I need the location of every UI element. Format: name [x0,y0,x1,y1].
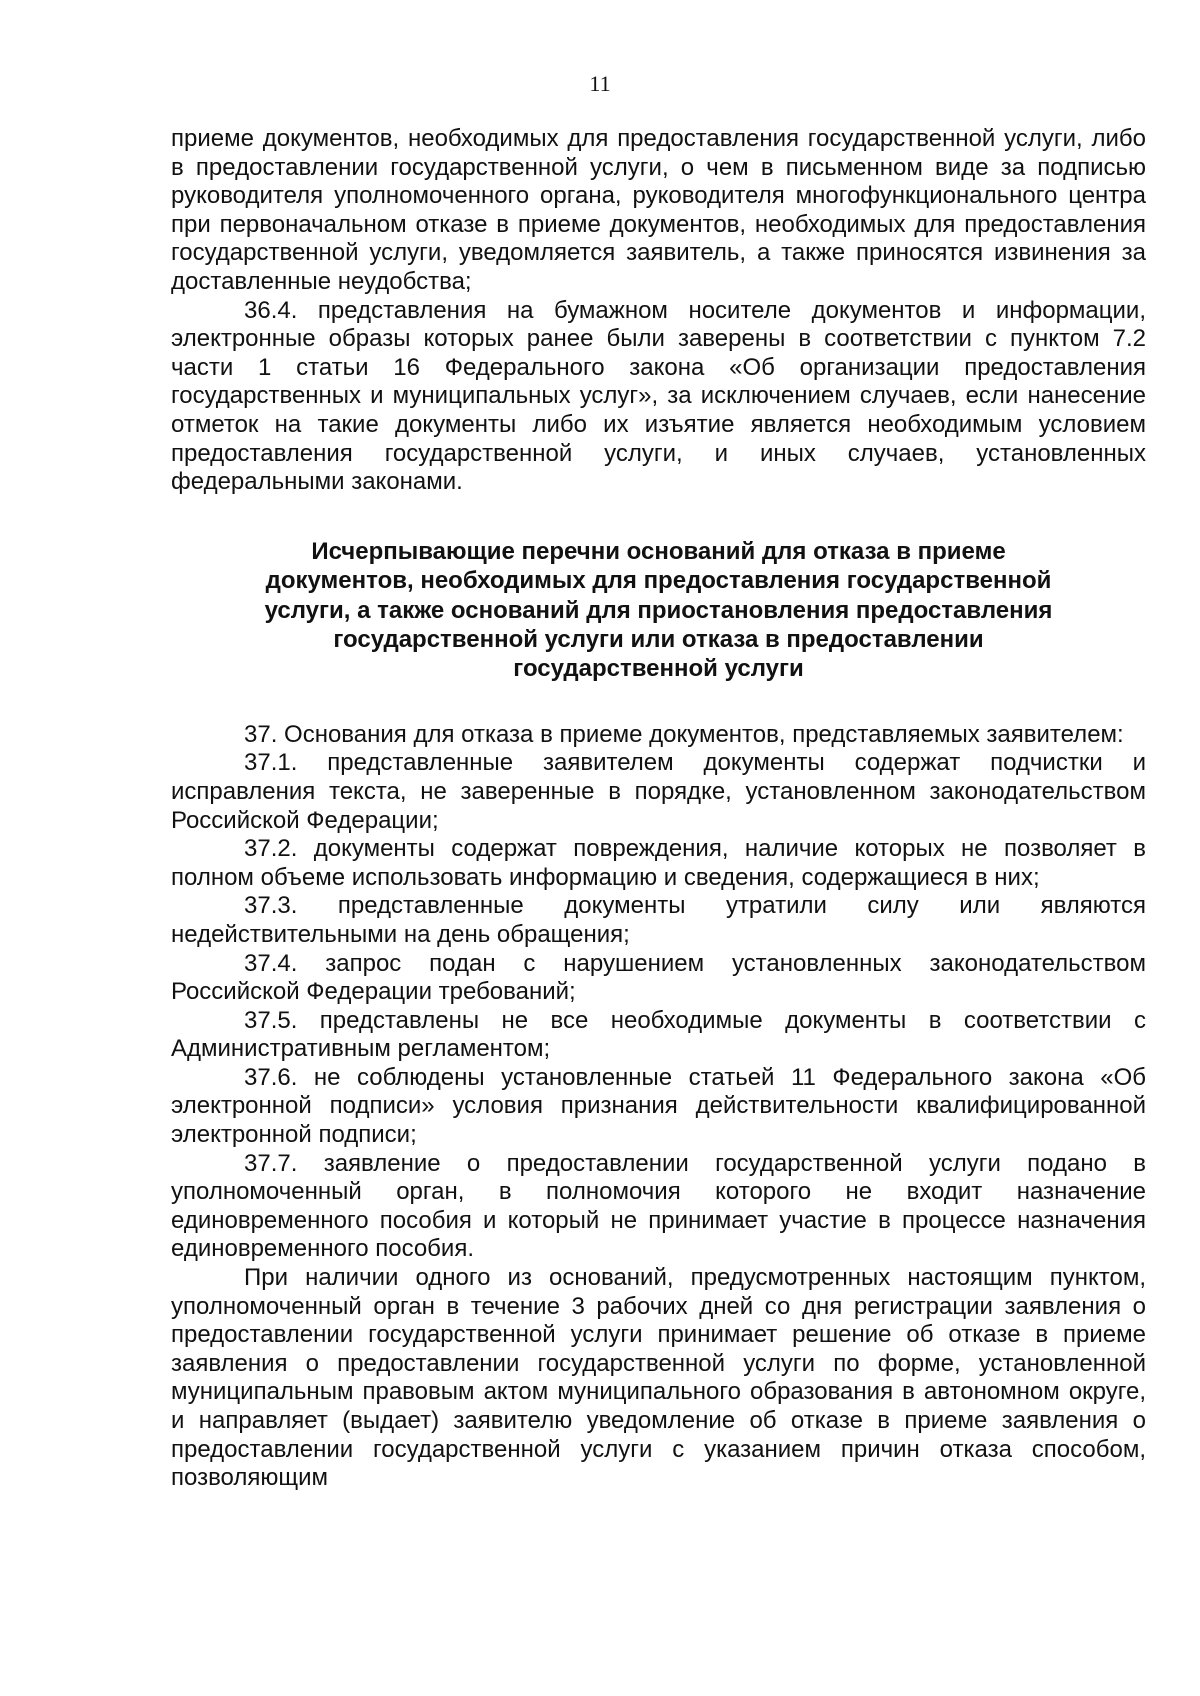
paragraph: 37.4. запрос подан с нарушением установленных законодательством Российской Федерации требований; [171,949,1146,1006]
paragraph: 37.3. представленные документы утратили силу или являются недействительными на день обращения; [171,892,1146,948]
paragraph: 36.4. представления на бумажном носителе документов и информации, электронные образы которых ранее были заверены в соответствии с пунктом 7.2 части 1 статьи 16 Федерального закона «Об организации предоставления государственных и муниципальных услуг», за исключением случаев, если нанесение отметок на такие документы либо их изъятие является необходимым условием предоставления государственной услуги, и иных случаев, установленных федеральными законами. [171,296,1146,496]
heading-line: услуги, а также оснований для приостановления предоставления [264,596,1053,624]
document-body [171,125,1146,1493]
page-number: 11 [589,71,611,96]
heading-line: документов, необходимых для предоставления государственной [265,567,1052,595]
paragraph: 37.2. документы содержат повреждения, наличие которых не позволяет в полном объеме использовать информацию и сведения, содержащиеся в них; [171,835,1146,891]
paragraph: 37.1. представленные заявителем документы содержат подчистки и исправления текста, не заверенные в порядке, установленном законодательством Российской Федерации; [171,749,1146,834]
paragraph: 37.5. представлены не все необходимые документы в соответствии с Административным регламентом; [171,1006,1146,1063]
paragraph: 37. Основания для отказа в приеме документов, представляемых заявителем: [244,720,1124,748]
section-heading [171,537,1146,684]
paragraph: 37.6. не соблюдены установленные статьей 11 Федерального закона «Об электронной подписи» условия признания действительности квалифицированной электронной подписи; [171,1063,1146,1149]
paragraph: 37.7. заявление о предоставлении государственной услуги подано в уполномоченный орган, в полномочия которого не входит назначение единовременного пособия и который не принимает участие в процессе назначения единовременного пособия. [171,1149,1146,1263]
paragraph: При наличии одного из оснований, предусмотренных настоящим пунктом, уполномоченный орган в течение 3 рабочих дней со дня регистрации заявления о предоставлении государственной услуги принимает решение об отказе в приеме заявления о предоставлении государственной услуги по форме, установленной муниципальным правовым актом муниципального образования в автономном округе, и направляет (выдает) заявителю уведомление об отказе в приеме заявления о предоставлении государственной услуги с указанием причин отказа способом, позволяющим [171,1264,1146,1492]
heading-line: Исчерпывающие перечни оснований для отказа в приеме [311,537,1006,565]
heading-line: государственной услуги [513,655,804,683]
heading-line: государственной услуги или отказа в предоставлении [333,625,984,653]
paragraph: приеме документов, необходимых для предоставления государственной услуги, либо в предоставлении государственной услуги, о чем в письменном виде за подписью руководителя уполномоченного органа, руководителя многофункционального центра при первоначальном отказе в приеме документов, необходимых для предоставления государственной услуги, уведомляется заявитель, а также приносятся извинения за доставленные неудобства; [171,125,1146,295]
